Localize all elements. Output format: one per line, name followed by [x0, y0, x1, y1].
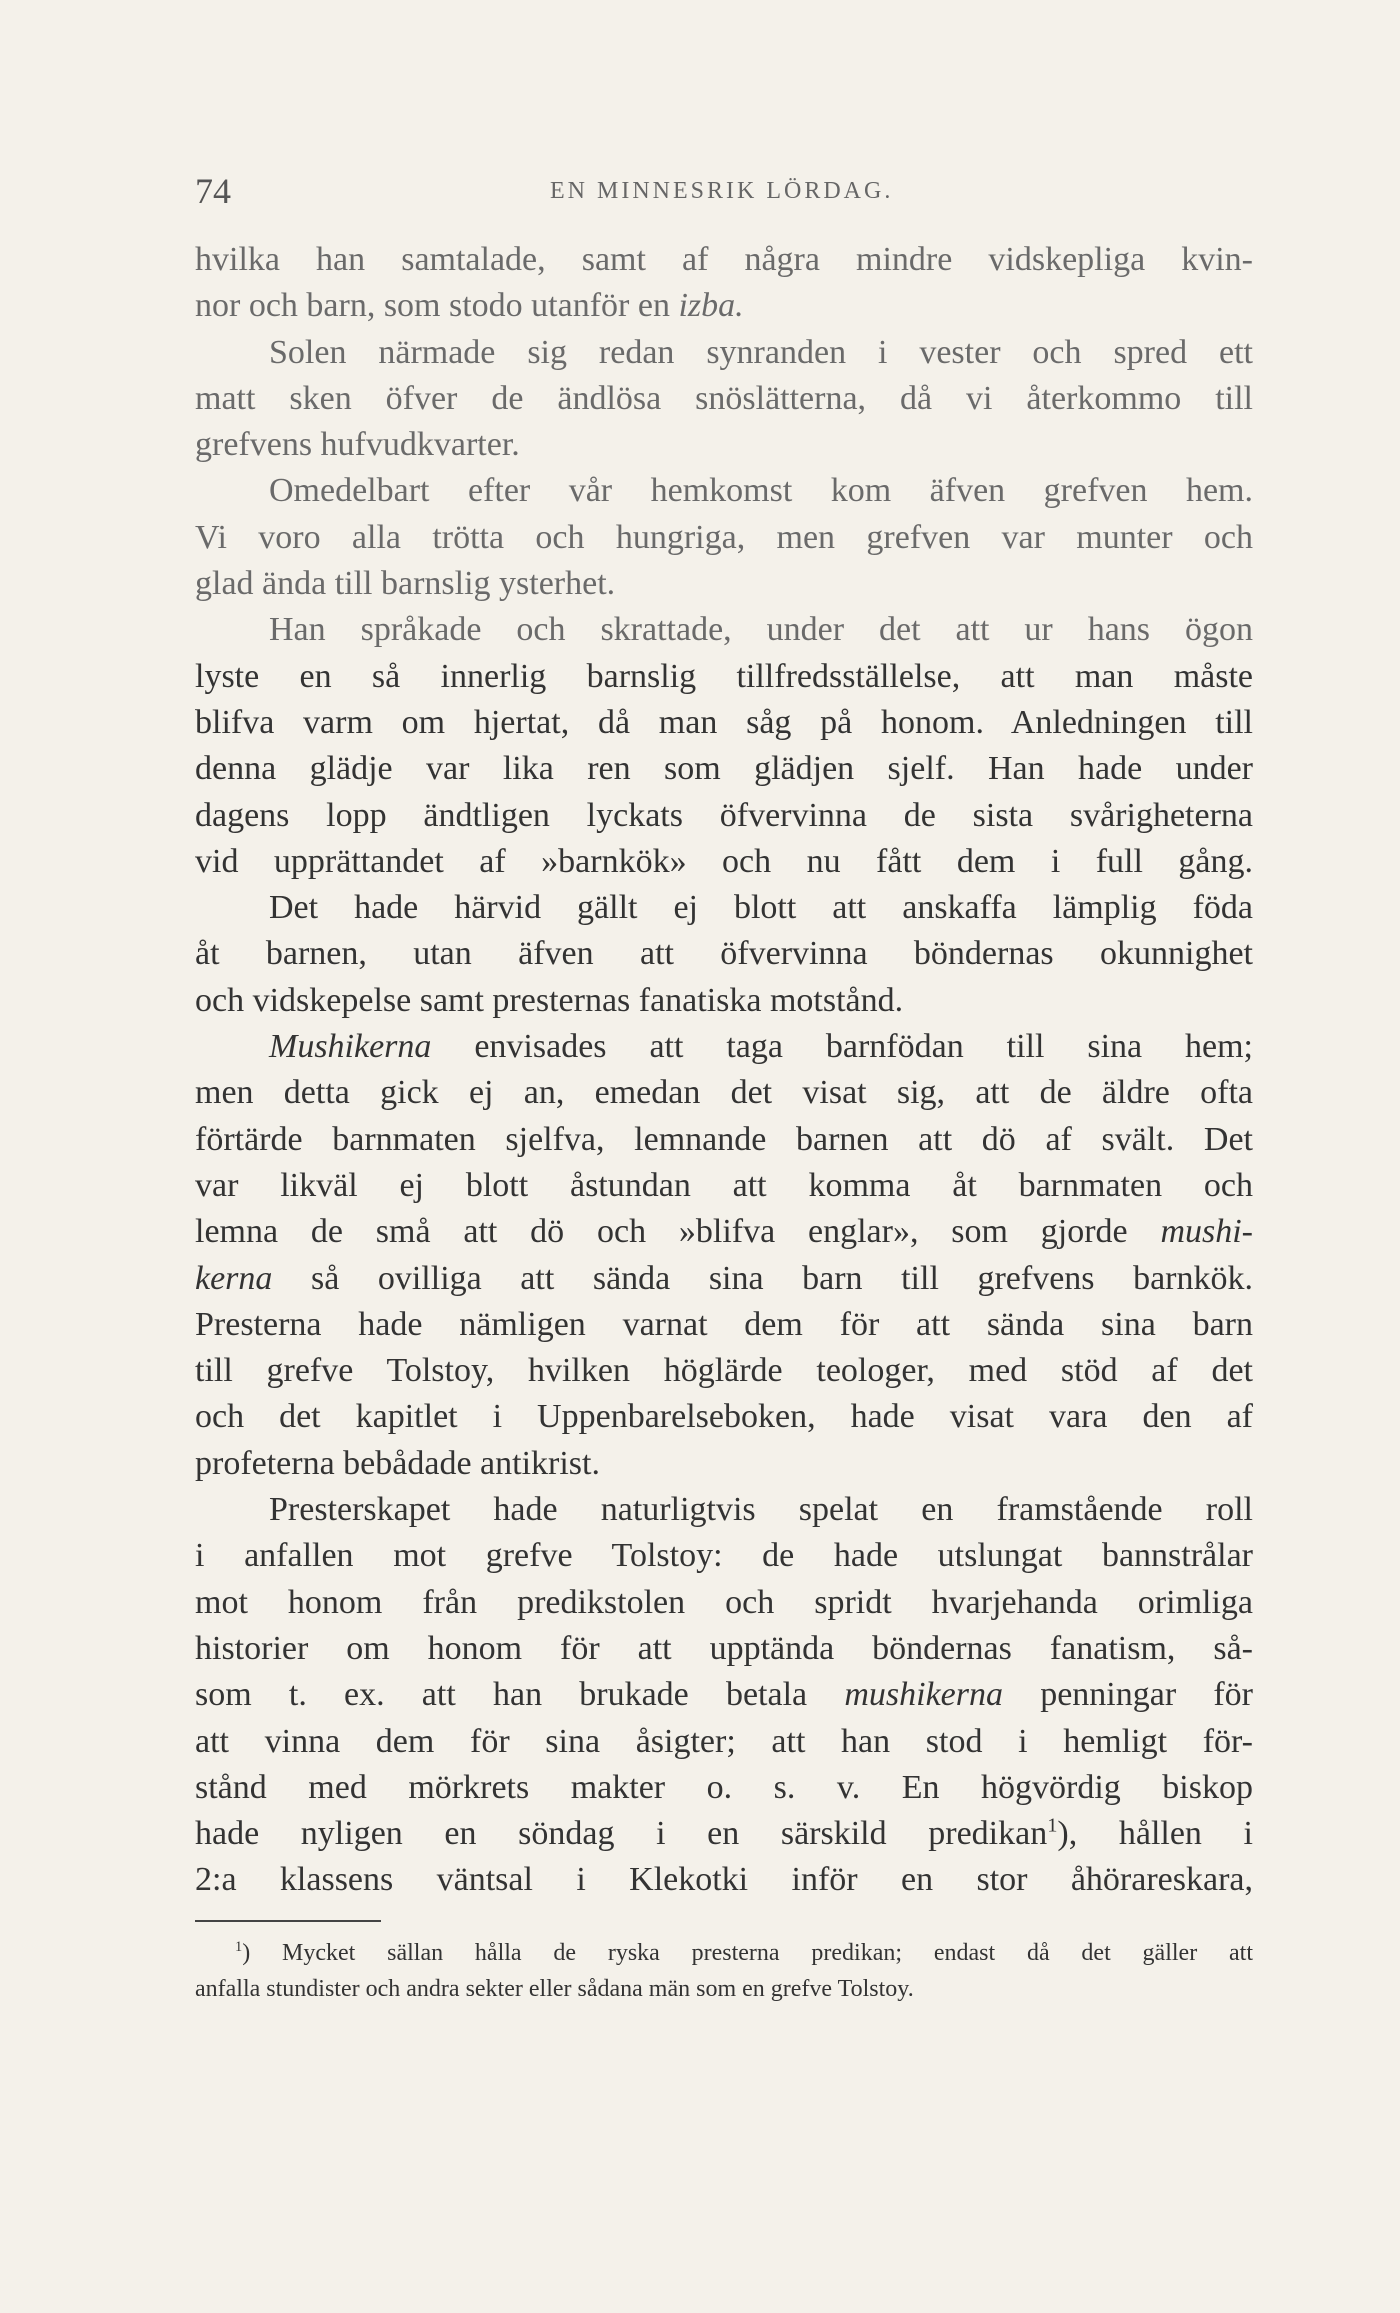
italic-term: mushikerna [844, 1676, 1003, 1714]
text-line: blifva varm om hjertat, då man såg på honom. Anledningen till [195, 703, 1253, 741]
text-line: som t. ex. att han brukade betala mushikerna penningar för [195, 1676, 1253, 1714]
text-line: och vidskepelse samt presternas fanatiska motstånd. [195, 981, 904, 1019]
page-number: 74 [195, 171, 231, 211]
text-line: hade nyligen en söndag i en särskild predikan$^1$), hållen i [195, 1814, 1253, 1853]
text-line: kerna så ovilliga att sända sina barn till grefvens barnkök. [195, 1259, 1253, 1297]
text-line: åt barnen, utan äfven att öfvervinna böndernas okunnighet [195, 935, 1253, 973]
text-line: att vinna dem för sina åsigter; att han stod i hemligt för- [195, 1722, 1253, 1760]
italic-term: mushi- [1160, 1213, 1253, 1251]
text-line: mot honom från predikstolen och spridt hvarjehanda orimliga [195, 1583, 1253, 1621]
body-text [195, 237, 1253, 1904]
italic-term: izba. [678, 287, 744, 325]
footnote-ref: 1 [1047, 1814, 1058, 1837]
text-line: glad ända till barnslig ysterhet. [195, 565, 616, 603]
text-line: Presterskapet hade naturligtvis spelat en framstående roll [269, 1491, 1253, 1529]
italic-term: kerna [195, 1259, 273, 1297]
text-line: dagens lopp ändtligen lyckats öfvervinna de sista svårigheterna [195, 796, 1253, 834]
footnote [195, 1935, 1253, 2007]
text-line: nor och barn, som stodo utanför en izba. [195, 287, 744, 325]
text-line: Mushikerna envisades att taga barnfödan till sina hem; [269, 1028, 1254, 1066]
text-line: historier om honom för att upptända böndernas fanatism, så- [195, 1629, 1253, 1667]
text-line: stånd med mörkrets makter o. s. v. En högvördig biskop [195, 1768, 1253, 1806]
footnote-line: anfalla stundister och andra sekter eller sådana män som en grefve Tolstoy. [195, 1976, 914, 2002]
text-line: lemna de små att dö och »blifva englar», som gjorde mushi- [195, 1213, 1253, 1251]
footnote-divider [195, 1920, 381, 1922]
text-line: Presterna hade nämligen varnat dem för att sända sina barn [195, 1305, 1253, 1343]
text-line: profeterna bebådade antikrist. [195, 1444, 600, 1482]
running-head: EN MINNESRIK LÖRDAG. [550, 178, 894, 204]
text-line: Omedelbart efter vår hemkomst kom äfven grefven hem. [269, 472, 1253, 510]
text-line: men detta gick ej an, emedan det visat sig, att de äldre ofta [195, 1074, 1253, 1112]
text-line: i anfallen mot grefve Tolstoy: de hade utslungat bannstrålar [195, 1537, 1253, 1575]
text-line: grefvens hufvudkvarter. [195, 426, 520, 464]
text-line: denna glädje var lika ren som glädjen sjelf. Han hade under [195, 750, 1253, 788]
text-line: lyste en så innerlig barnslig tillfredsställelse, att man måste [195, 657, 1253, 695]
text-line: förtärde barnmaten sjelfva, lemnande barnen att dö af svält. Det [195, 1120, 1253, 1158]
text-line: Vi voro alla trötta och hungriga, men grefven var munter och [195, 518, 1253, 556]
text-line: var likväl ej blott åstundan att komma åt barnmaten och [195, 1166, 1253, 1204]
text-line: matt sken öfver de ändlösa snöslätterna, då vi återkommo till [195, 379, 1253, 417]
text-line: till grefve Tolstoy, hvilken höglärde teologer, med stöd af det [195, 1352, 1253, 1390]
text-line: 2:a klassens väntsal i Klekotki inför en stor åhörareskara, [195, 1861, 1253, 1899]
footnote-marker: 1 [235, 1939, 243, 1955]
text-line: Det hade härvid gällt ej blott att anskaffa lämplig föda [269, 889, 1253, 927]
text-line: Han språkade och skrattade, under det att ur hans ögon [269, 611, 1253, 649]
text-line: vid upprättandet af »barnkök» och nu fått dem i full gång. [195, 842, 1253, 880]
text-line: och det kapitlet i Uppenbarelseboken, hade visat vara den af [195, 1398, 1253, 1436]
italic-term: Mushikerna [269, 1028, 432, 1066]
footnote-line: $^1$) Mycket sällan hålla de ryska presterna predikan; endast då det gäller att [235, 1939, 1253, 1966]
page-header [195, 170, 1255, 220]
text-line: Solen närmade sig redan synranden i vester och spred ett [269, 333, 1253, 371]
text-line: hvilka han samtalade, samt af några mindre vidskepliga kvin- [195, 241, 1253, 278]
